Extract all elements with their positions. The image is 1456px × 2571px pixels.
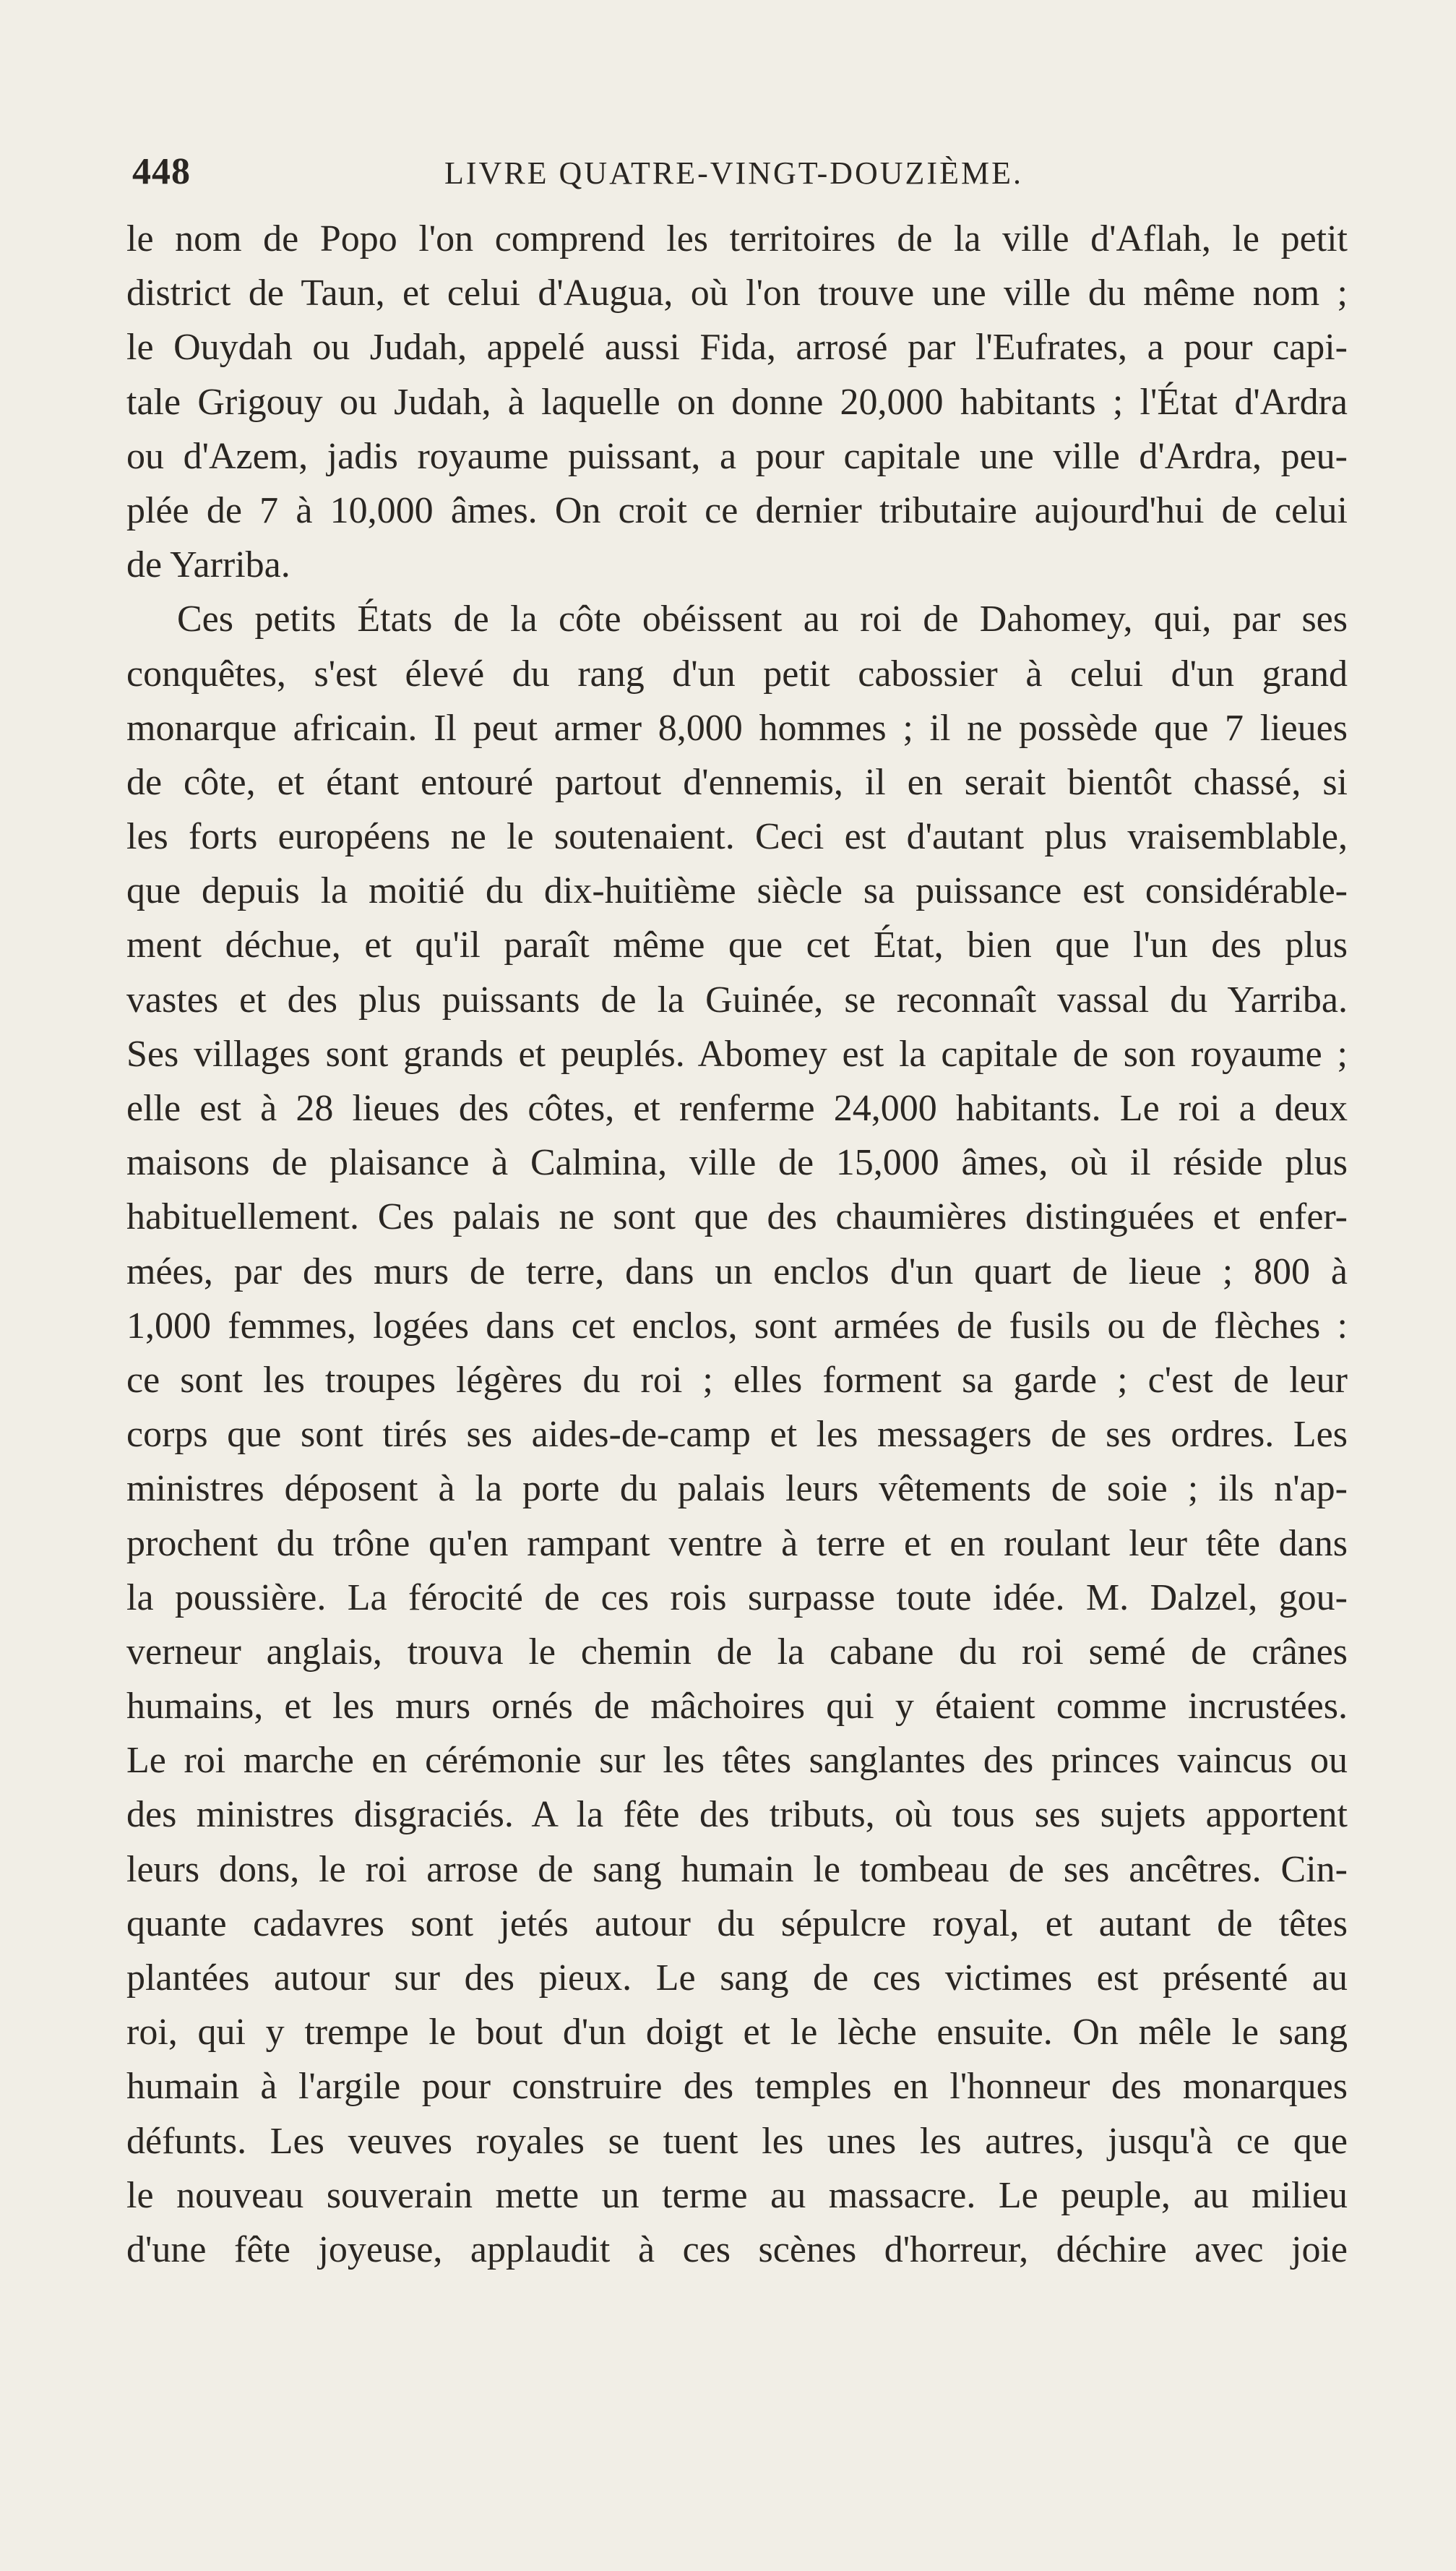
page-header [132,150,1335,194]
text-line: humain à l'argile pour construire des temples en l'honneur des monarques [126,2066,1348,2108]
running-title: LIVRE QUATRE-VINGT-DOUZIÈME. [444,155,1023,191]
text-line: Ses villages sont grands et peuplés. Abomey est la capitale de son royaume ; [126,1033,1348,1075]
text-line: verneur anglais, trouva le chemin de la cabane du roi semé de crânes [126,1631,1348,1673]
text-line: habituellement. Ces palais ne sont que des chaumières distinguées et enfer- [126,1196,1348,1238]
text-line: district de Taun, et celui d'Augua, où l'on trouve une ville du même nom ; [126,272,1348,314]
text-line: ou d'Azem, jadis royaume puissant, a pour capitale une ville d'Ardra, peu- [126,435,1348,477]
text-line: de côte, et étant entouré partout d'ennemis, il en serait bientôt chassé, si [126,761,1348,803]
text-line: conquêtes, s'est élevé du rang d'un petit cabossier à celui d'un grand [126,653,1348,695]
text-line: le nouveau souverain mette un terme au massacre. Le peuple, au milieu [126,2174,1348,2216]
text-line: que depuis la moitié du dix-huitième siècle sa puissance est considérable- [126,870,1348,912]
text-line: Ces petits États de la côte obéissent au roi de Dahomey, qui, par ses [177,598,1348,640]
text-line: Le roi marche en cérémonie sur les têtes sanglantes des princes vaincus ou [126,1740,1348,1782]
text-line: humains, et les murs ornés de mâchoires qui y étaient comme incrustées. [126,1686,1348,1727]
text-line: ment déchue, et qu'il paraît même que cet État, bien que l'un des plus [126,924,1348,966]
text-line: mées, par des murs de terre, dans un enclos d'un quart de lieue ; 800 à [126,1250,1348,1292]
text-line: corps que sont tirés ses aides-de-camp et les messagers de ses ordres. Les [126,1414,1348,1456]
text-line: maisons de plaisance à Calmina, ville de 15,000 âmes, où il réside plus [126,1142,1348,1184]
text-line: prochent du trône qu'en rampant ventre à terre et en roulant leur tête dans [126,1522,1348,1564]
text-line: vastes et des plus puissants de la Guinée, se reconnaît vassal du Yarriba. [126,979,1348,1021]
page-number: 448 [132,151,191,192]
text-line: ministres déposent à la porte du palais leurs vêtements de soie ; ils n'ap- [126,1468,1348,1510]
text-line: le Ouydah ou Judah, appelé aussi Fida, arrosé par l'Eufrates, a pour capi- [126,327,1348,369]
text-line: d'une fête joyeuse, applaudit à ces scènes d'horreur, déchire avec joie [126,2228,1348,2270]
text-line: elle est à 28 lieues des côtes, et renferme 24,000 habitants. Le roi a deux [126,1088,1348,1129]
text-line: le nom de Popo l'on comprend les territoires de la ville d'Aflah, le petit [126,218,1348,259]
text-line: leurs dons, le roi arrose de sang humain le tombeau de ses ancêtres. Cin- [126,1848,1348,1890]
text-line: de Yarriba. [126,544,290,586]
text-line: la poussière. La férocité de ces rois surpasse toute idée. M. Dalzel, gou- [126,1576,1348,1618]
text-line: plantées autour sur des pieux. Le sang de ces victimes est présenté au [126,1957,1348,1999]
text-line: ce sont les troupes légères du roi ; elles forment sa garde ; c'est de leur [126,1359,1348,1401]
text-line: plée de 7 à 10,000 âmes. On croit ce dernier tributaire aujourd'hui de celui [126,489,1348,531]
text-line: monarque africain. Il peut armer 8,000 hommes ; il ne possède que 7 lieues [126,707,1348,749]
text-line: défunts. Les veuves royales se tuent les unes les autres, jusqu'à ce que [126,2120,1348,2162]
body-text [126,212,1348,2277]
text-line: roi, qui y trempe le bout d'un doigt et le lèche ensuite. On mêle le sang [126,2012,1348,2053]
text-line: quante cadavres sont jetés autour du sépulcre royal, et autant de têtes [126,1902,1348,1944]
text-line: tale Grigouy ou Judah, à laquelle on donne 20,000 habitants ; l'État d'Ardra [126,381,1348,423]
text-line: 1,000 femmes, logées dans cet enclos, sont armées de fusils ou de flèches : [126,1305,1348,1347]
text-line: des ministres disgraciés. A la fête des tributs, où tous ses sujets apportent [126,1794,1348,1836]
text-line: les forts européens ne le soutenaient. Ceci est d'autant plus vraisemblable, [126,816,1348,858]
